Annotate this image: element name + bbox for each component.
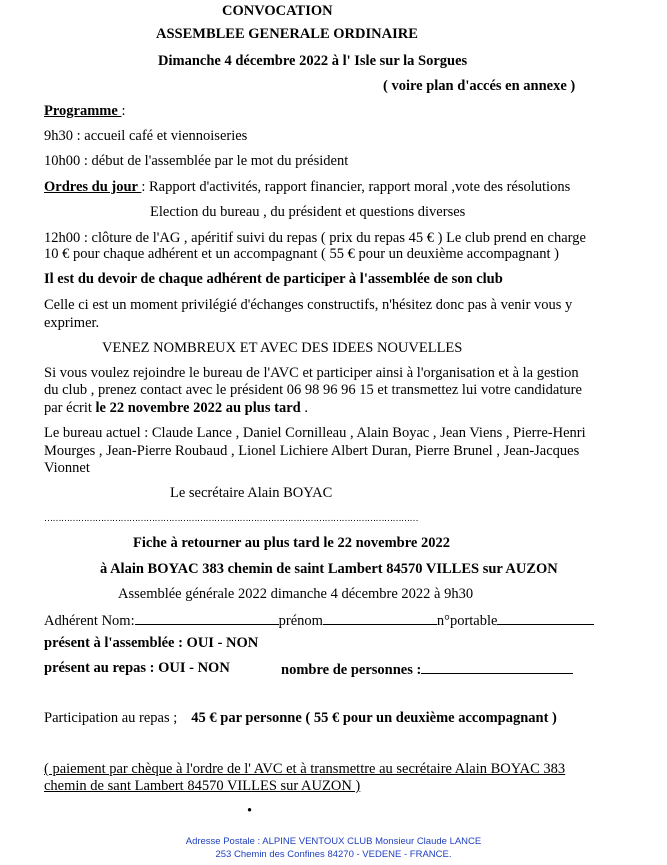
participation-label: Participation au repas ; [44,710,178,726]
call-to-action: VENEZ NOMBREUX ET AVEC DES IDEES NOUVELLES [102,340,463,356]
secretary-signature: Le secrétaire Alain BOYAC [170,485,333,501]
agenda-election: Election du bureau , du président et questions diverses [150,204,466,220]
participation-price: 45 € par personne ( 55 € pour un deuxième accompagnant ) [191,710,557,726]
postal-address-line: 253 Chemin des Confines 84270 - VEDENE - FRANCE. [215,849,452,860]
programme-item: 9h30 : accueil café et viennoiseries [44,128,248,144]
agenda-colon: : [141,179,146,195]
duty-statement: Il est du devoir de chaque adhérent de participer à l'assemblée de son club [44,271,503,287]
moment-text: Celle ci est un moment privilégié d'échanges constructifs, n'hésitez donc pas à venir vous y [44,297,573,313]
document-title: CONVOCATION [222,3,333,19]
name-label: Adhérent Nom: [44,613,135,629]
return-address: à Alain BOYAC 383 chemin de saint Lambert 84570 VILLES sur AUZON [100,561,558,577]
closing-line: 10 € pour chaque adhérent et un accompagnant ( 55 € pour un deuxième accompagnant ) [44,246,559,262]
meal-participation [44,710,557,727]
join-text [44,400,308,417]
moment-text: exprimer. [44,315,100,331]
people-count-label: nombre de personnes : [281,662,422,678]
bullet-mark: • [247,803,253,819]
join-text-pre: par écrit [44,400,96,416]
programme-label: Programme [44,103,122,119]
join-text: du club , prenez contact avec le président 06 98 96 96 15 et transmettez lui votre candidature [44,382,582,398]
bureau-text: Le bureau actuel : Claude Lance , Daniel Cornilleau , Alain Boyac , Jean Viens , Pierre-Henri [44,425,586,441]
programme-colon: : [121,103,126,119]
form-title: Fiche à retourner au plus tard le 22 novembre 2022 [133,535,450,551]
assembly-subtitle: ASSEMBLEE GENERALE ORDINAIRE [156,26,418,42]
programme-heading [44,103,125,120]
mobile-label: n°portable [436,613,498,629]
mobile-field[interactable] [497,611,594,625]
join-deadline: le 22 novembre 2022 au plus tard [95,400,301,416]
dotted-divider: …………………………………………………………………………………………………………………… [44,513,418,523]
closing-line: 12h00 : clôture de l'AG , apéritif suivi du repas ( prix du repas 45 € ) Le club prend en charge [44,230,586,246]
people-count-field[interactable] [421,660,573,674]
programme-item: 10h00 : début de l'assemblée par le mot du président [44,153,349,169]
agenda-line [44,179,570,196]
meeting-date-line: Dimanche 4 décembre 2022 à l' Isle sur la Sorgues [158,53,468,69]
name-field[interactable] [135,611,279,625]
bureau-text: Vionnet [44,460,90,476]
assembly-attendance[interactable]: présent à l'assemblée : OUI - NON [44,635,259,651]
payment-instructions: chemin de sant Lambert 84570 VILLES sur AUZON ) [44,778,361,794]
payment-instructions: ( paiement par chèque à l'ordre de l' AVC et à transmettre au secrétaire Alain BOYAC 383 [44,761,566,777]
postal-address-line: Adresse Postale : ALPINE VENTOUX CLUB Monsieur Claude LANCE [185,836,482,847]
bureau-text: Mourges , Jean-Pierre Roubaud , Lionel Lichiere Albert Duran, Pierre Brunel , Jean-Jacques [44,443,580,459]
meal-attendance[interactable]: présent au repas : OUI - NON [44,660,230,676]
first-name-field[interactable] [323,611,437,625]
people-count-row [281,660,573,679]
member-form-row [44,611,594,630]
agenda-text: Rapport d'activités, rapport financier, rapport moral ,vote des résolutions [145,179,571,195]
first-name-label: prénom [278,613,323,629]
agenda-label: Ordres du jour [44,179,142,195]
access-plan-note: ( voire plan d'accés en annexe ) [383,78,576,94]
join-text-post: . [300,400,308,416]
join-text: Si vous voulez rejoindre le bureau de l'AVC et participer ainsi à l'organisation et à la gestion [44,365,579,381]
assembly-info: Assemblée générale 2022 dimanche 4 décembre 2022 à 9h30 [118,586,474,602]
